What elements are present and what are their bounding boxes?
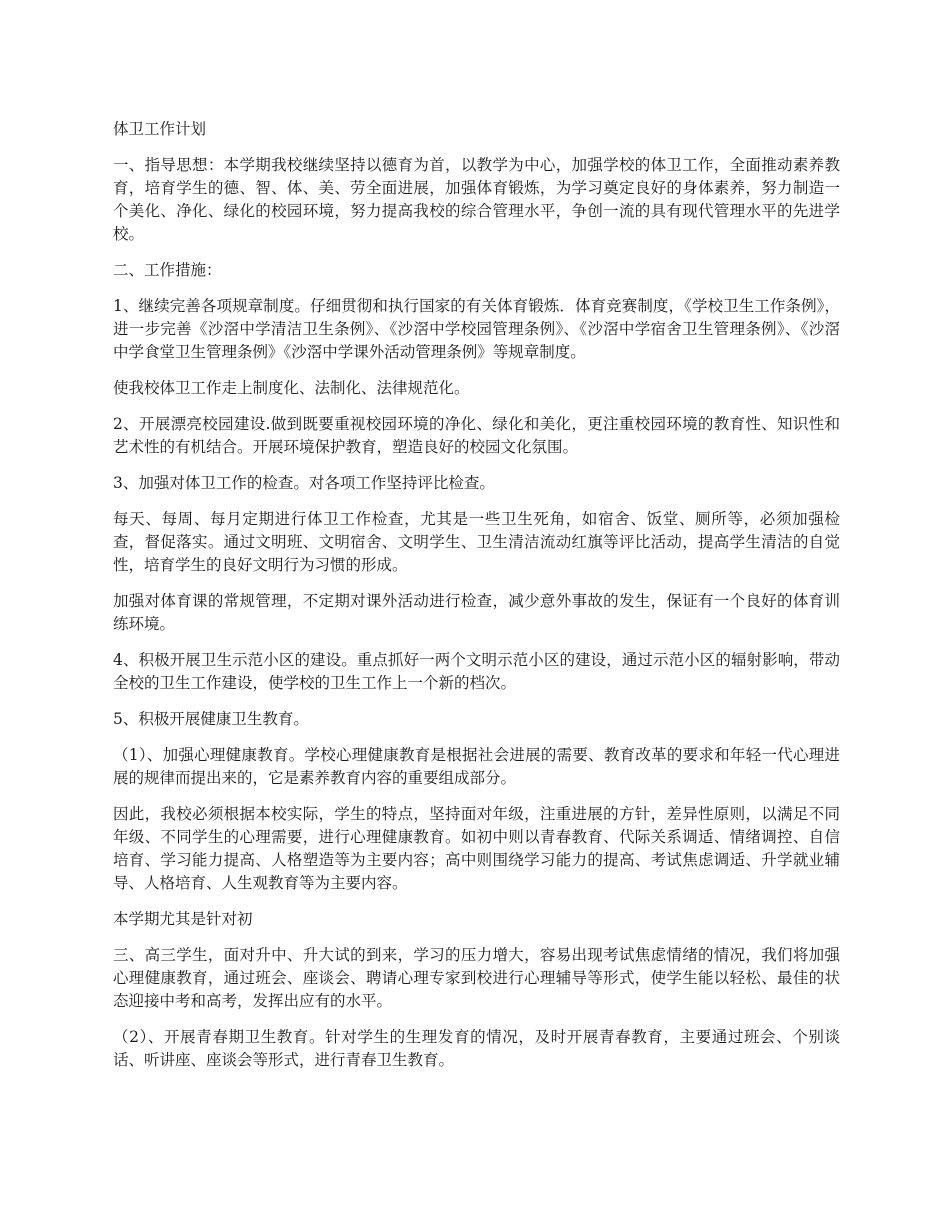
paragraph-semester-focus: 本学期尤其是针对初 — [113, 910, 253, 928]
paragraph-measure-1-note: 使我校体卫工作走上制度化、法制化、法律规范化。 — [113, 379, 470, 397]
paragraph-work-measures-heading: 二、工作措施： — [113, 261, 222, 279]
paragraph-measure-3-detail: 每天、每周、每月定期进行体卫工作检查，尤其是一些卫生死角，如宿舍、饭堂、厕所等，必须加强检查，督促落实。通过文明班、文明宿舍、文明学生、卫生清洁流动红旗等评比活动，提高学生清洁的自觉性，培育学生的良好文明行为习惯的形成。 — [113, 510, 840, 574]
document-page — [113, 118, 840, 1085]
paragraph-measure-3: 3、加强对体卫工作的检查。对各项工作坚持评比检查。 — [113, 474, 495, 492]
paragraph-measure-4: 4、积极开展卫生示范小区的建设。重点抓好一两个文明示范小区的建设，通过示范小区的辐射影响，带动全校的卫生工作建设，使学校的卫生工作上一个新的档次。 — [113, 651, 840, 692]
paragraph-senior-students: 三、高三学生，面对升中、升大试的到来，学习的压力增大，容易出现考试焦虑情绪的情况，我们将加强心理健康教育，通过班会、座谈会、聘请心理专家到校进行心理辅导等形式，使学生能以轻松、最佳的状态迎接中考和高考，发挥出应有的水平。 — [113, 946, 840, 1010]
paragraph-measure-2: 2、开展漂亮校园建设.做到既要重视校园环境的净化、绿化和美化，更注重校园环境的教育性、知识性和艺术性的有机结合。开展环境保护教育，塑造良好的校园文化氛围。 — [113, 415, 840, 456]
document-title: 体卫工作计划 — [113, 120, 207, 138]
paragraph-mental-health-detail: 因此，我校必须根据本校实际，学生的特点，坚持面对年级，注重进展的方针，差异性原则，以满足不同年级、不同学生的心理需要，进行心理健康教育。如初中则以青春教育、代际关系调适、情绪调控、自信培育、学习能力提高、人格塑造等为主要内容；高中则围绕学习能力的提高、考试焦虑调适、升学就业辅导、人格培育、人生观教育等为主要内容。 — [113, 805, 840, 892]
paragraph-measure-5: 5、积极开展健康卫生教育。 — [113, 710, 309, 728]
paragraph-puberty-health: （2）、开展青春期卫生教育。针对学生的生理发育的情况，及时开展青春教育，主要通过班会、个别谈话、听讲座、座谈会等形式，进行青春卫生教育。 — [113, 1028, 840, 1069]
paragraph-measure-1: 1、继续完善各项规章制度。仔细贯彻和执行国家的有关体育锻炼．体育竞赛制度，《学校卫生工作条例》，进一步完善《沙滘中学清洁卫生条例》、《沙滘中学校园管理条例》、《沙滘中学宿舍卫生管理条例》、《沙滘中学食堂卫生管理条例》《沙滘中学课外活动管理条例》等规章制度。 — [113, 297, 840, 361]
paragraph-pe-management: 加强对体育课的常规管理，不定期对课外活动进行检查，减少意外事故的发生，保证有一个良好的体育训练环境。 — [113, 592, 840, 633]
paragraph-guiding-ideology: 一、指导思想：本学期我校继续坚持以德育为首，以教学为中心，加强学校的体卫工作，全面推动素养教育，培育学生的德、智、体、美、劳全面进展，加强体育锻炼，为学习奠定良好的身体素养，努力制造一个美化、净化、绿化的校园环境，努力提高我校的综合管理水平，争创一流的具有现代管理水平的先进学校。 — [113, 156, 840, 243]
paragraph-mental-health: （1）、加强心理健康教育。学校心理健康教育是根据社会进展的需要、教育改革的要求和年轻一代心理进展的规律而提出来的，它是素养教育内容的重要组成部分。 — [113, 746, 840, 787]
